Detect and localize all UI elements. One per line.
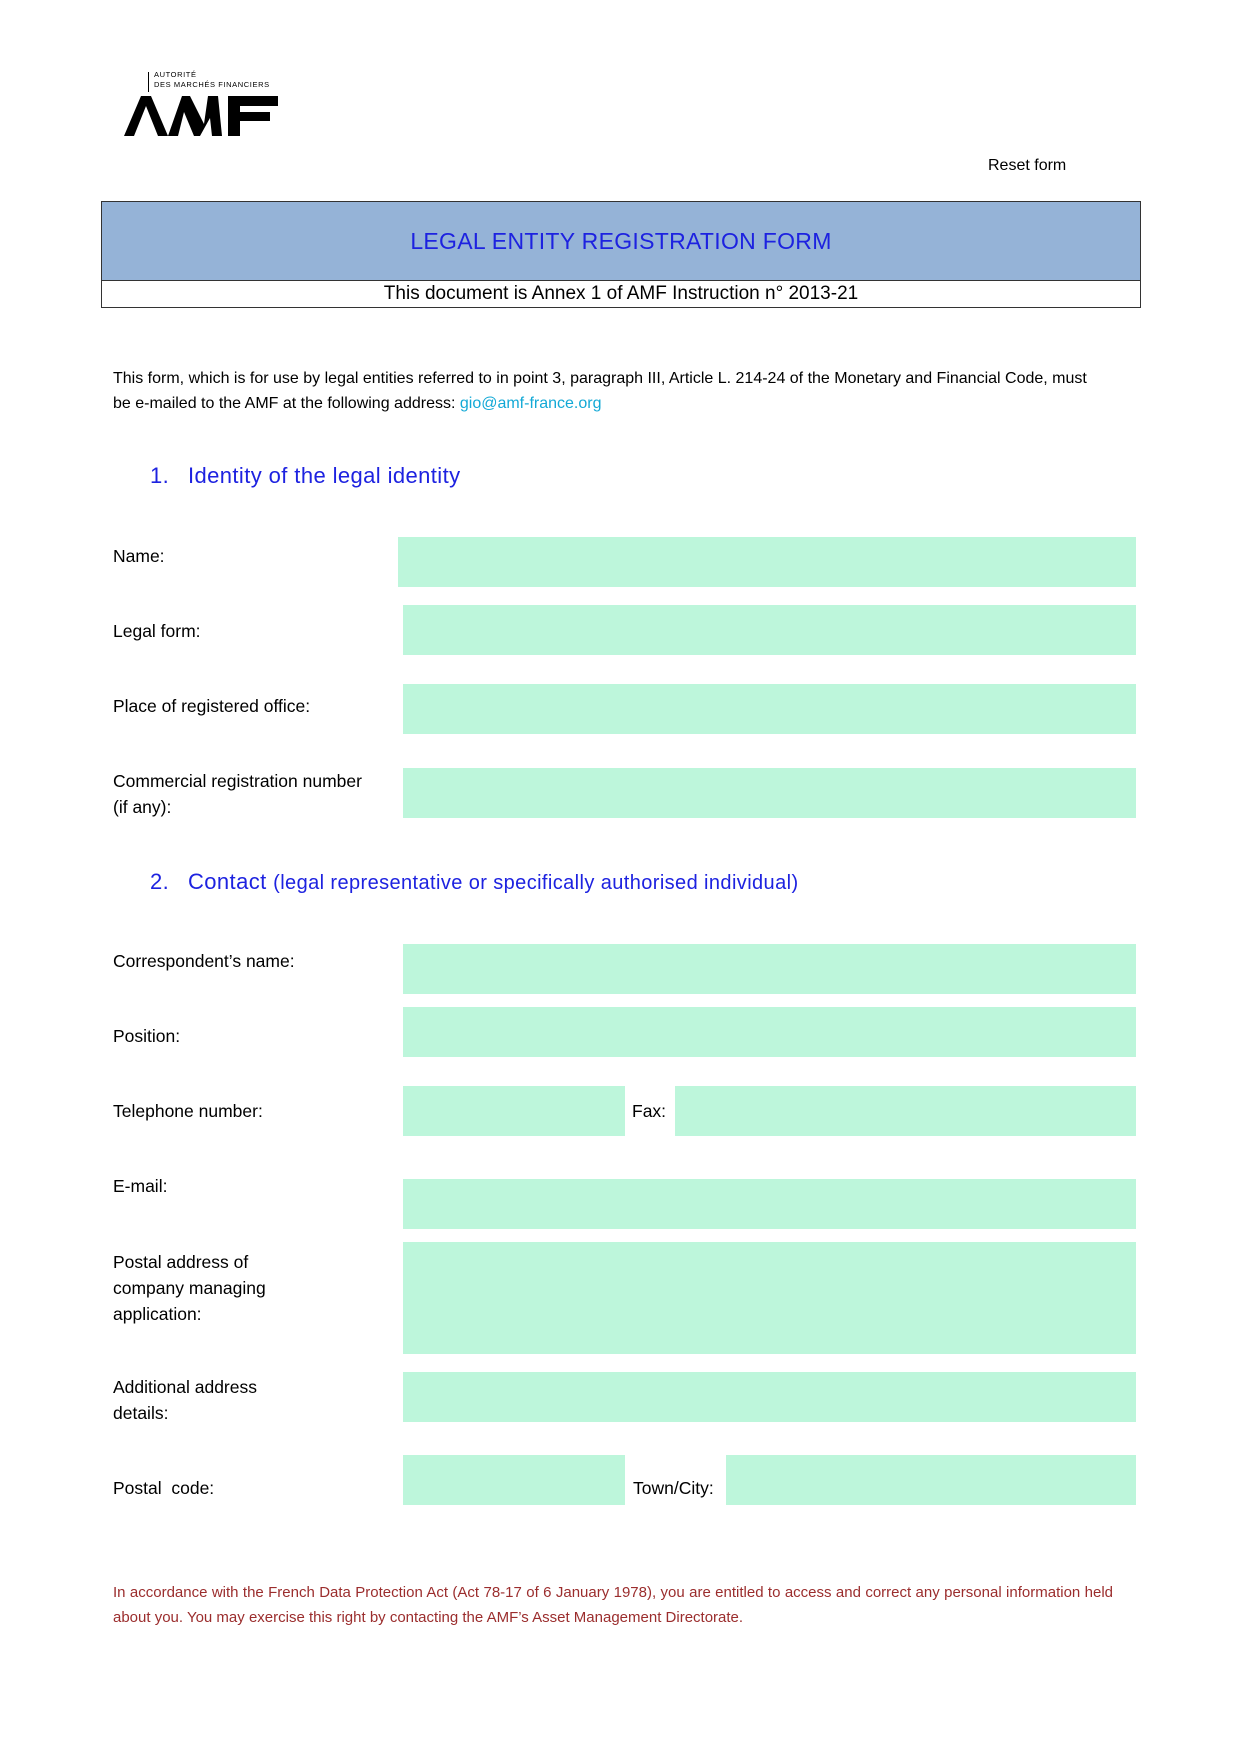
- additional-address-label-2: details:: [113, 1403, 169, 1423]
- telephone-input[interactable]: [403, 1086, 625, 1136]
- logo-line-2: DES MARCHÉS FINANCIERS: [154, 80, 270, 89]
- correspondent-input[interactable]: [403, 944, 1136, 994]
- additional-address-label: [113, 1374, 257, 1426]
- name-input[interactable]: [398, 537, 1136, 587]
- email-label: E-mail:: [113, 1176, 168, 1196]
- data-protection-notice: In accordance with the French Data Protection Act (Act 78-17 of 6 January 1978), you are entitled to access and correct any personal information held about you. You may exercise this right by contacting the AMF’s Asset Management Directorate.: [113, 1584, 1113, 1626]
- section-1-heading: [150, 463, 461, 489]
- logo-caption: [154, 70, 270, 90]
- postal-code-label: [113, 1475, 214, 1501]
- additional-address-label-1: Additional address: [113, 1377, 257, 1397]
- section-2-number: 2.: [150, 869, 170, 894]
- email-input[interactable]: [403, 1179, 1136, 1229]
- form-subtitle: This document is Annex 1 of AMF Instruction n° 2013-21: [101, 280, 1141, 308]
- section-2-title: Contact: [188, 869, 267, 894]
- postal-address-label-1: Postal address of: [113, 1252, 249, 1272]
- section-2-subtitle: (legal representative or specifically authorised individual): [273, 872, 799, 894]
- position-input[interactable]: [403, 1007, 1136, 1057]
- fax-input[interactable]: [675, 1086, 1136, 1136]
- fax-label: Fax:: [632, 1101, 667, 1121]
- form-title: LEGAL ENTITY REGISTRATION FORM: [101, 201, 1141, 281]
- postal-address-label: [113, 1249, 266, 1327]
- correspondent-label: Correspondent’s name:: [113, 951, 295, 971]
- postal-address-label-3: application:: [113, 1304, 202, 1324]
- registration-number-label-2: (if any):: [113, 797, 172, 817]
- intro-text-1: This form, which is for use by legal entities referred to in point 3, paragraph III, Article L. 214-24 of the Monetary and Financial Code, must: [113, 370, 1087, 387]
- registration-number-input[interactable]: [403, 768, 1136, 818]
- legal-form-input[interactable]: [403, 605, 1136, 655]
- contact-email-link[interactable]: gio@amf-france.org: [459, 395, 602, 412]
- registration-number-label-1: Commercial registration number: [113, 771, 362, 791]
- postal-address-label-2: company managing: [113, 1278, 266, 1298]
- position-label: Position:: [113, 1026, 181, 1046]
- telephone-label: Telephone number:: [113, 1101, 263, 1121]
- amf-wordmark: [124, 94, 280, 138]
- reset-form-button[interactable]: Reset form: [988, 157, 1067, 174]
- registered-office-input[interactable]: [403, 684, 1136, 734]
- registration-number-label: [113, 768, 362, 820]
- name-label: Name:: [113, 546, 165, 566]
- legal-form-label: Legal form:: [113, 621, 201, 641]
- postal-code-input[interactable]: [403, 1455, 625, 1505]
- town-input[interactable]: [726, 1455, 1136, 1505]
- intro-paragraph: [113, 366, 1143, 416]
- town-label: Town/City:: [633, 1478, 714, 1498]
- logo-divider: [148, 72, 149, 92]
- registered-office-label: Place of registered office:: [113, 696, 311, 716]
- postal-code-label-text: Postal code:: [113, 1478, 215, 1498]
- additional-address-input[interactable]: [403, 1372, 1136, 1422]
- section-2-heading: [150, 869, 799, 895]
- postal-address-input[interactable]: [403, 1242, 1136, 1354]
- logo-line-1: AUTORITÉ: [154, 70, 197, 79]
- amf-logo: [124, 68, 284, 140]
- intro-text-2: be e-mailed to the AMF at the following address:: [113, 395, 460, 412]
- section-1-number: 1.: [150, 463, 170, 488]
- section-1-title: Identity of the legal identity: [188, 463, 461, 488]
